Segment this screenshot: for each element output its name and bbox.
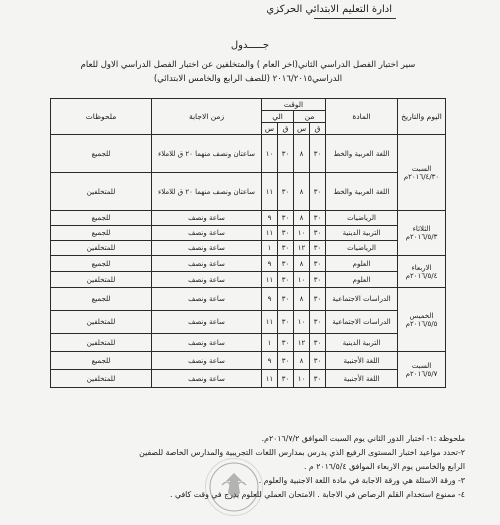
table-row	[51, 211, 446, 226]
to-min-cell: ٣٠	[278, 226, 294, 241]
day-date: ٢٠١٦/٥/٤م	[405, 271, 438, 280]
to-hour-cell: ١١	[262, 226, 278, 241]
to-hour-cell: ٩	[262, 211, 278, 226]
header-duration: زمن الاجابة	[152, 99, 262, 135]
from-min-cell: ٣٠	[310, 135, 326, 173]
from-min-cell: ٣٠	[310, 334, 326, 352]
duration-cell: ساعة ونصف	[152, 288, 262, 311]
day-name: السبت	[411, 164, 432, 173]
table-row	[51, 311, 446, 334]
from-hour-cell: ١٢	[294, 334, 310, 352]
to-hour-cell: ١٠	[262, 135, 278, 173]
document-subtitle: سير اختبار الفصل الدراسي الثاني(اخر العام ) والمتخلفين عن اختبار الفصل الدراسي الاول للعام الدراسي٢٠١٦/٢٠١٥ (للصف الرابع والخامس الابتدائي)	[80, 60, 416, 84]
note-line: ملحوظة :١- اختبار الدور الثاني يوم السبت الموافق ٢٠١٦/٧/٢م.	[261, 434, 465, 443]
to-hour-cell: ١	[262, 241, 278, 256]
subject-cell: العلوم	[326, 272, 398, 288]
subject-cell: العلوم	[326, 256, 398, 272]
to-min-cell: ٣٠	[278, 311, 294, 334]
day-cell	[398, 288, 446, 352]
duration-cell: ساعتان ونصف منهما ٢٠ ق للاملاء	[152, 135, 262, 173]
administration-name: ادارة التعليم الابتدائي الحركزي	[266, 4, 392, 15]
day-name: السبت	[411, 361, 432, 370]
to-min-cell: ٣٠	[278, 288, 294, 311]
from-min-cell: ٣٠	[310, 311, 326, 334]
note-line: الرابع والخامس يوم الاربعاء الموافق ٢٠١٦/٥/٤ م .	[303, 462, 465, 471]
table-row	[51, 241, 446, 256]
to-hour-cell: ١١	[262, 272, 278, 288]
to-min-cell: ٣٠	[278, 256, 294, 272]
from-hour-cell: ٨	[294, 135, 310, 173]
header-to-min: ق	[278, 123, 294, 135]
to-hour-cell: ١١	[262, 311, 278, 334]
note-cell: للجميع	[51, 288, 152, 311]
to-min-cell: ٣٠	[278, 352, 294, 370]
day-cell	[398, 135, 446, 211]
official-seal-icon	[205, 458, 263, 516]
duration-cell: ساعة ونصف	[152, 256, 262, 272]
table-row	[51, 226, 446, 241]
from-hour-cell: ٨	[294, 211, 310, 226]
duration-cell: ساعة ونصف	[152, 272, 262, 288]
table-row	[51, 370, 446, 388]
table-row	[51, 173, 446, 211]
from-min-cell: ٣٠	[310, 288, 326, 311]
note-cell: للجميع	[51, 256, 152, 272]
from-hour-cell: ٨	[294, 256, 310, 272]
from-min-cell: ٣٠	[310, 352, 326, 370]
from-min-cell: ٣٠	[310, 272, 326, 288]
note-cell: للمتخلفين	[51, 272, 152, 288]
subject-cell: اللغة العربية والخط	[326, 173, 398, 211]
day-date: ٢٠١٦/٤/٣٠م	[403, 172, 440, 181]
duration-cell: ساعتان ونصف منهما ٢٠ ق للاملاء	[152, 173, 262, 211]
to-min-cell: ٣٠	[278, 135, 294, 173]
duration-cell: ساعة ونصف	[152, 311, 262, 334]
from-min-cell: ٣٠	[310, 256, 326, 272]
header-from-hour: س	[294, 123, 310, 135]
header-to: الي	[262, 111, 294, 123]
day-cell	[398, 256, 446, 288]
to-hour-cell: ٩	[262, 256, 278, 272]
subject-cell: الدراسات الاجتماعية	[326, 311, 398, 334]
duration-cell: ساعة ونصف	[152, 211, 262, 226]
from-hour-cell: ١٠	[294, 272, 310, 288]
table-row	[51, 135, 446, 173]
to-hour-cell: ١	[262, 334, 278, 352]
header-day-date: اليوم والتاريخ	[398, 99, 446, 135]
note-line: ٤- ممنوع استخدام القلم الرصاص في الاجابة . الامتحان العملي للعلوم يدرج في وقت كافي .	[169, 490, 465, 499]
note-cell: للجميع	[51, 226, 152, 241]
from-hour-cell: ١٢	[294, 241, 310, 256]
subject-cell: الدراسات الاجتماعية	[326, 288, 398, 311]
from-hour-cell: ٨	[294, 288, 310, 311]
from-min-cell: ٣٠	[310, 241, 326, 256]
duration-cell: ساعة ونصف	[152, 352, 262, 370]
document-title: جـــــدول	[230, 40, 270, 51]
note-cell: للمتخلفين	[51, 311, 152, 334]
day-cell	[398, 211, 446, 256]
table-row	[51, 334, 446, 352]
table-row	[51, 288, 446, 311]
subject-cell: التربية الدينية	[326, 226, 398, 241]
table-row	[51, 272, 446, 288]
note-cell: للمتخلفين	[51, 370, 152, 388]
day-date: ٢٠١٦/٥/٧م	[405, 369, 438, 378]
to-min-cell: ٣٠	[278, 272, 294, 288]
from-hour-cell: ١٠	[294, 370, 310, 388]
header-from-min: ق	[310, 123, 326, 135]
from-hour-cell: ٨	[294, 173, 310, 211]
day-name: الثلاثاء	[412, 225, 431, 233]
note-cell: للجميع	[51, 352, 152, 370]
note-cell: للمتخلفين	[51, 173, 152, 211]
exam-schedule-table	[50, 98, 446, 388]
header-underline	[314, 18, 396, 19]
header-subject: المادة	[326, 99, 398, 135]
subject-cell: اللغة العربية والخط	[326, 135, 398, 173]
table-row	[51, 256, 446, 272]
subject-cell: الرياضيات	[326, 211, 398, 226]
note-cell: للمتخلفين	[51, 334, 152, 352]
subject-cell: التربية الدينية	[326, 334, 398, 352]
day-cell	[398, 352, 446, 388]
from-min-cell: ٣٠	[310, 370, 326, 388]
duration-cell: ساعة ونصف	[152, 226, 262, 241]
duration-cell: ساعة ونصف	[152, 334, 262, 352]
from-hour-cell: ١٠	[294, 226, 310, 241]
header-notes: ملحوظات	[51, 99, 152, 135]
to-min-cell: ٣٠	[278, 211, 294, 226]
subject-cell: اللغة الأجنبية	[326, 370, 398, 388]
subject-cell: الرياضيات	[326, 241, 398, 256]
header-time: الوقت	[262, 99, 326, 111]
day-name: الخميس	[409, 311, 434, 320]
note-cell: للجميع	[51, 211, 152, 226]
note-line: ٢-تحدد مواعيد اختبار المستوى الرفيع الذي يدرس بمدارس اللغات التجريبية والمدارس الخاصة للصفين	[139, 448, 465, 457]
note-cell: للمتخلفين	[51, 241, 152, 256]
day-name: الاربعاء	[411, 263, 432, 272]
from-hour-cell: ١٠	[294, 311, 310, 334]
day-date: ٢٠١٦/٥/٣م	[405, 233, 438, 241]
subject-cell: اللغة الأجنبية	[326, 352, 398, 370]
to-hour-cell: ١١	[262, 370, 278, 388]
to-hour-cell: ٩	[262, 288, 278, 311]
duration-cell: ساعة ونصف	[152, 370, 262, 388]
to-min-cell: ٣٠	[278, 370, 294, 388]
from-min-cell: ٣٠	[310, 226, 326, 241]
day-date: ٢٠١٦/٥/٥م	[405, 319, 438, 328]
from-min-cell: ٣٠	[310, 173, 326, 211]
header-from: من	[294, 111, 326, 123]
note-line: ٣- ورقة الاسئلة هي ورقة الاجابة في مادة اللغة الاجنبية والعلوم .	[258, 476, 465, 485]
to-min-cell: ٣٠	[278, 334, 294, 352]
to-min-cell: ٣٠	[278, 173, 294, 211]
from-min-cell: ٣٠	[310, 211, 326, 226]
note-cell: للجميع	[51, 135, 152, 173]
to-hour-cell: ٩	[262, 352, 278, 370]
duration-cell: ساعة ونصف	[152, 241, 262, 256]
from-hour-cell: ٨	[294, 352, 310, 370]
to-min-cell: ٣٠	[278, 241, 294, 256]
to-hour-cell: ١١	[262, 173, 278, 211]
table-row	[51, 352, 446, 370]
header-to-hour: س	[262, 123, 278, 135]
